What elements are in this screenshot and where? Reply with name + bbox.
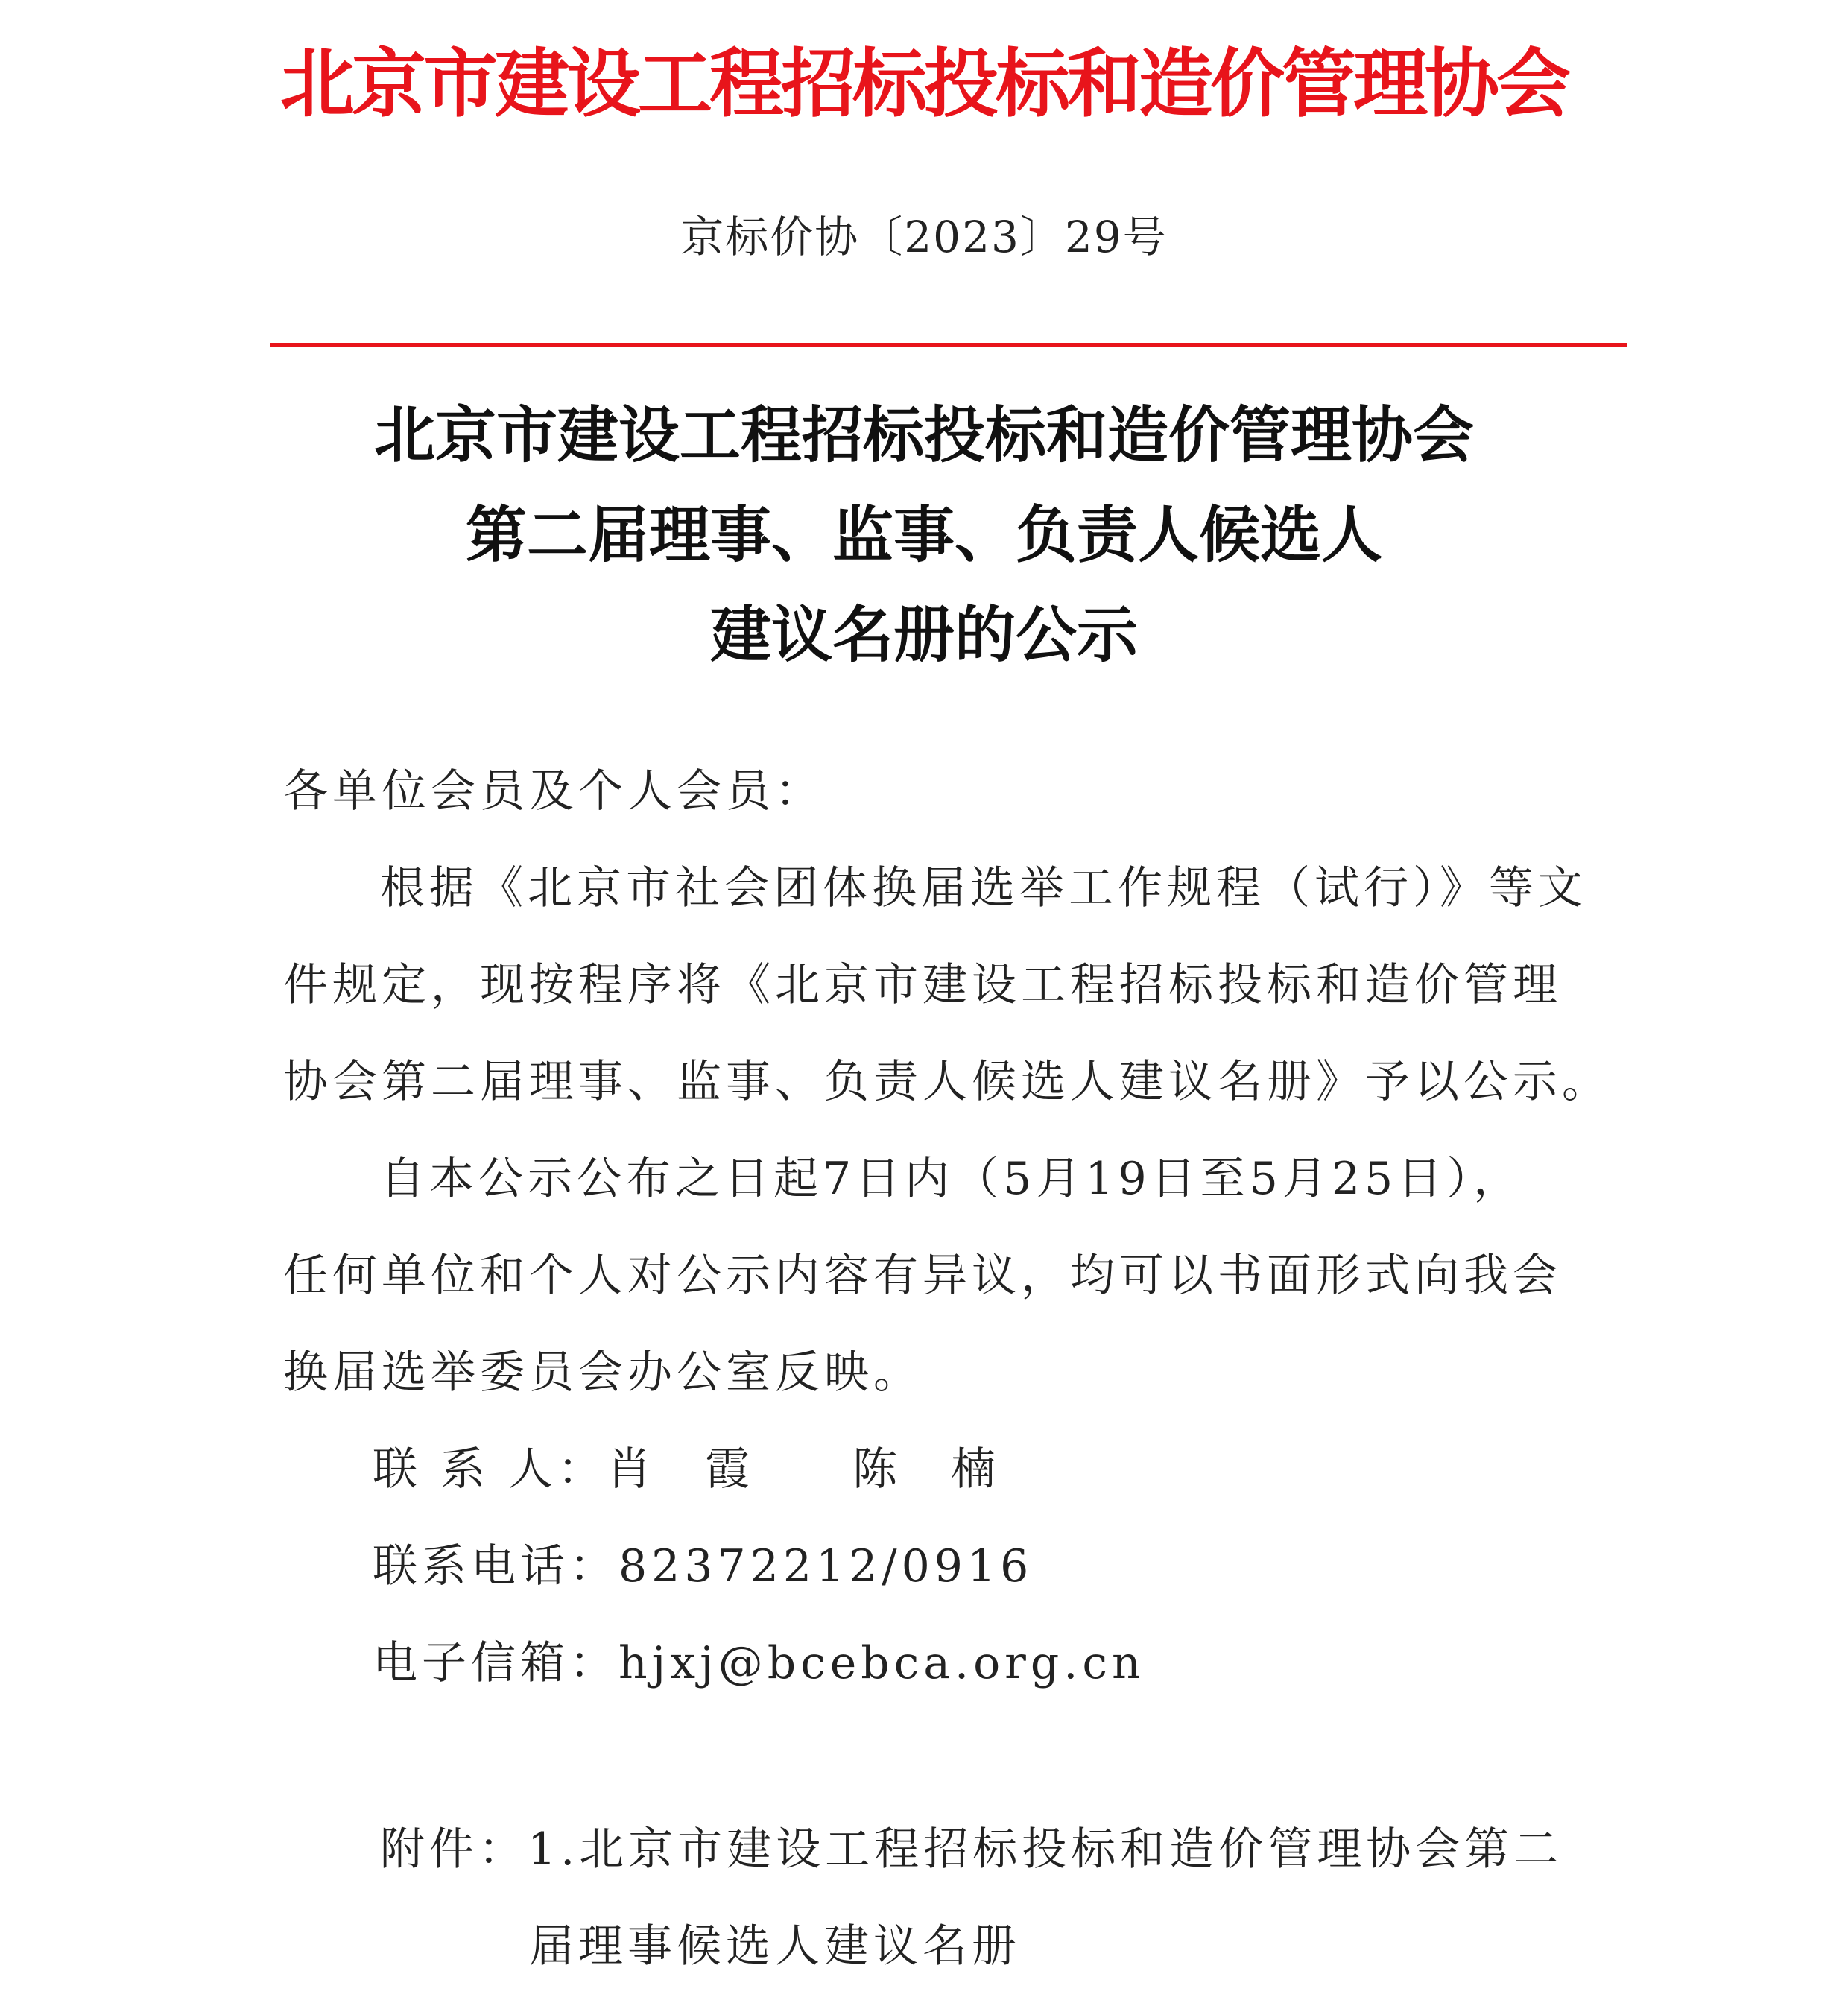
red-divider-rule [270,343,1627,347]
paragraph-line: 任何单位和个人对公示内容有异议，均可以书面形式向我会 [283,1250,1562,1302]
salutation: 各单位会员及个人会员： [283,765,824,817]
contact-email-value: hjxj@bcebca.org.cn [618,1637,1145,1689]
annex-section [283,1812,1580,2006]
notice-body [283,754,1611,2006]
paragraph-line: 协会第二届理事、监事、负责人候选人建议名册》予以公示。 [283,1056,1611,1108]
paragraph-line: 换届选举委员会办公室反映。 [283,1347,923,1399]
title-line-2: 第二届理事、监事、负责人候选人 [465,500,1382,571]
paragraph-basis [283,851,1611,1142]
contact-phone-row [283,1529,1580,1626]
contact-phone-label: 联系电话： [373,1540,618,1592]
paragraph-line: 件规定，现按程序将《北京市建设工程招标投标和造价管理 [283,959,1562,1011]
annex-line-2: 届理事候选人建议名册 [529,1920,1021,1972]
contact-person-row [283,1432,1580,1529]
paragraph-period [283,1142,1580,1432]
spacer [283,1723,1580,1812]
title-line-3: 建议名册的公示 [709,600,1138,671]
paragraph-line: 根据《北京市社会团体换届选举工作规程（试行）》等文 [380,862,1587,914]
masthead-title: 北京市建设工程招标投标和造价管理协会 [280,40,1568,127]
contact-email-row [283,1626,1580,1723]
title-line-1: 北京市建设工程招标投标和造价管理协会 [373,400,1474,471]
contact-email-label: 电子信箱： [373,1637,618,1689]
contact-person-value: 肖 霞 陈 楠 [607,1443,1001,1496]
paragraph-line: 自本公示公布之日起7日内（5月19日至5月25日）， [380,1153,1523,1205]
contact-person-label: 联 系 人： [373,1443,607,1496]
contact-phone-value: 82372212/0916 [618,1540,1034,1592]
annex-line-1: 附件：1.北京市建设工程招标投标和造价管理协会第二 [380,1823,1563,1876]
document-number: 京标价协〔2023〕29号 [680,212,1168,262]
notice-title [0,386,1848,686]
